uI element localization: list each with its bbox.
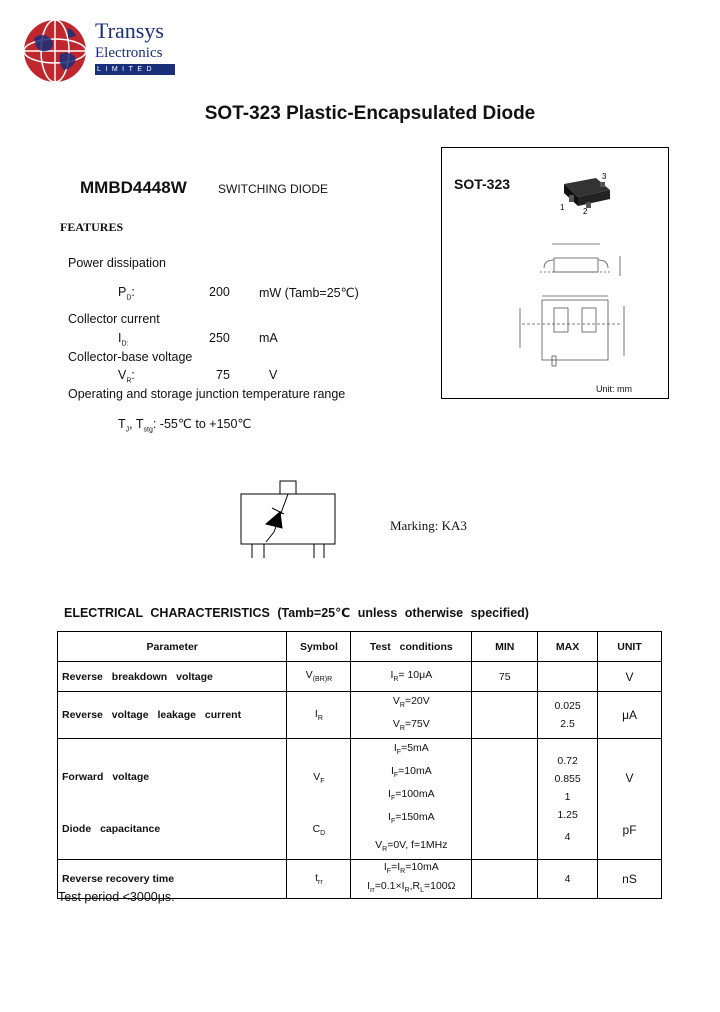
feature-value-temperature: $T_J$, $T_{stg}$: -55℃ to +150℃ [118, 417, 252, 434]
package-3d-icon [552, 170, 622, 214]
package-name: SOT-323 [454, 176, 511, 192]
feature-label-voltage: Collector-base voltage [68, 350, 193, 364]
table-row [58, 692, 662, 739]
feature-symbol-power: $P_D$: [118, 285, 135, 302]
brand-line2: Electronics [95, 45, 163, 61]
feature-unit-voltage: V [269, 368, 278, 382]
max-breakdown [538, 662, 598, 692]
brand-name: Transys [95, 18, 164, 43]
symbol-leakage: $I_R$ [287, 692, 351, 739]
table-header-row [58, 632, 662, 662]
symbol-capacitance: $C_D$ [312, 822, 326, 838]
unit-recovery: nS [598, 859, 662, 898]
max-forward-and-capacitance: 0.72 0.855 1 1.25 4 [538, 739, 598, 859]
part-number: MMBD4448W [80, 178, 187, 197]
min-leakage [472, 692, 538, 739]
symbol-breakdown: $V_{(BR)R}$ [287, 662, 351, 692]
symbol-forward-and-capacitance [287, 739, 351, 859]
feature-unit-current: mA [259, 331, 278, 345]
feature-label-temperature: Operating and storage junction temperature range [68, 387, 346, 401]
pin-label-2: 2 [583, 207, 588, 214]
package-outline-box [441, 147, 669, 399]
min-recovery [472, 859, 538, 898]
header-unit: UNIT [598, 632, 662, 662]
brand-wordmark [95, 20, 175, 75]
unit-note: Unit: mm [596, 384, 632, 394]
feature-unit-power: mW (Tamb=25℃) [259, 286, 359, 300]
header-max: MAX [538, 632, 598, 662]
test-period-note: Test period <3000μs. [58, 890, 175, 904]
part-description: SWITCHING DIODE [218, 182, 328, 196]
header-symbol: Symbol [287, 632, 351, 662]
pin-label-1: 1 [560, 203, 565, 212]
cond-leakage: $V_R=20V$ $V_R=75V$ [351, 692, 472, 739]
cond-recovery: $I_F=I_R=10mA$ $I_{rr}=0.1\times I_R,R_L=100\Omega$ [351, 859, 472, 898]
cond-forward-and-capacitance: $I_F=5mA$ $I_F=10mA$ $I_F=100mA$ $I_F=150mA$ $V_R=0V$, f=1MHz [351, 739, 472, 859]
max-recovery: 4 [538, 859, 598, 898]
unit-forward: V [625, 770, 634, 785]
unit-leakage: μA [598, 692, 662, 739]
param-breakdown: Reverse breakdown voltage [58, 662, 287, 692]
header-conditions: Test conditions [351, 632, 472, 662]
feature-value-current: 250 [209, 331, 230, 345]
marking-code: Marking: KA3 [390, 518, 467, 533]
min-breakdown: 75 [472, 662, 538, 692]
max-leakage: 0.025 2.5 [538, 692, 598, 739]
symbol-recovery: $t_{rr}$ [287, 859, 351, 898]
features-heading: FEATURES [60, 220, 124, 234]
feature-symbol-voltage: $V_R$: [118, 368, 135, 385]
header-parameter: Parameter [58, 632, 287, 662]
feature-value-voltage: 75 [216, 368, 230, 382]
cond-breakdown: $I_R= 10\mu A$ [351, 662, 472, 692]
min-forward [472, 739, 538, 859]
unit-capacitance: pF [622, 822, 637, 837]
document-title: SOT-323 Plastic-Encapsulated Diode [204, 103, 536, 124]
feature-symbol-current: $I_{D:}$ [118, 331, 129, 348]
table-row [58, 739, 662, 859]
feature-label-current: Collector current [68, 312, 160, 326]
header-min: MIN [472, 632, 538, 662]
package-dimension-drawing [512, 238, 642, 378]
param-capacitance: Diode capacitance [62, 822, 161, 835]
param-leakage: Reverse voltage leakage current [58, 692, 287, 739]
param-recovery: Reverse recovery time [58, 859, 287, 898]
ec-table-title: ELECTRICAL CHARACTERISTICS (Tamb=25℃ unless otherwise specified) [64, 606, 529, 620]
table-row [58, 662, 662, 692]
param-forward: Forward voltage [62, 770, 150, 783]
diode-circuit-symbol [236, 478, 340, 560]
globe-logo-icon [20, 18, 90, 84]
feature-value-power: 200 [209, 285, 230, 299]
electrical-characteristics-table [57, 631, 662, 899]
param-forward-and-capacitance [58, 739, 287, 859]
unit-forward-and-capacitance [598, 739, 662, 859]
feature-label-power: Power dissipation [68, 256, 166, 270]
unit-breakdown: V [598, 662, 662, 692]
pin-label-3: 3 [602, 172, 607, 181]
symbol-forward: $V_F$ [313, 770, 325, 786]
brand-line3: LIMITED [95, 64, 175, 75]
